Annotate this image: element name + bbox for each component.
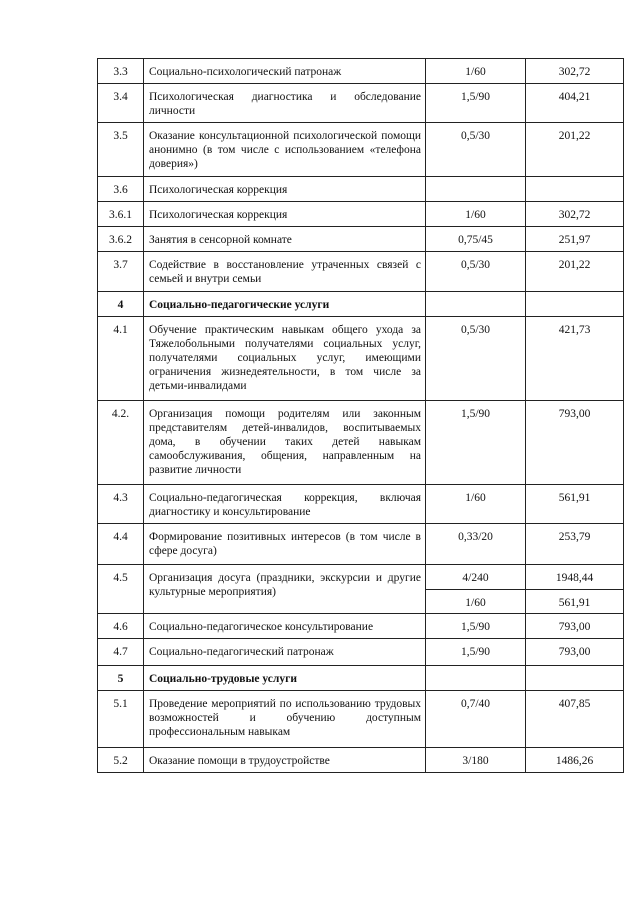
cell-number: 3.6.2: [98, 227, 144, 252]
cell-number: 5.1: [98, 691, 144, 748]
services-table-body: [98, 59, 624, 773]
cell-service-name: Формирование позитивных интересов (в том числе в сфере досуга): [144, 524, 426, 565]
cell-time-norm: 1,5/90: [426, 401, 526, 485]
cell-time-norm: 0,75/45: [426, 227, 526, 252]
table-row: [98, 748, 624, 773]
cell-number: 3.7: [98, 252, 144, 292]
table-row: [98, 317, 624, 401]
cell-price: 561,91: [526, 485, 624, 524]
cell-price: 793,00: [526, 401, 624, 485]
cell-number: 3.4: [98, 84, 144, 123]
cell-price: [526, 666, 624, 691]
table-row: [98, 485, 624, 524]
cell-number: 4.7: [98, 639, 144, 666]
cell-time-norm: 1/60: [426, 59, 526, 84]
cell-price: 1486,26: [526, 748, 624, 773]
cell-number: 3.3: [98, 59, 144, 84]
cell-number: 4.6: [98, 614, 144, 639]
cell-price: 793,00: [526, 614, 624, 639]
cell-service-name: Занятия в сенсорной комнате: [144, 227, 426, 252]
cell-service-name: Организация досуга (праздники, экскурсии и другие культурные мероприятия): [144, 565, 426, 614]
cell-time-norm: 3/180: [426, 748, 526, 773]
cell-service-name: Социально-педагогическое консультирование: [144, 614, 426, 639]
table-row: [98, 123, 624, 177]
cell-number: 3.6: [98, 177, 144, 202]
cell-price: 561,91: [526, 590, 624, 614]
cell-number: 5: [98, 666, 144, 691]
cell-service-name: Психологическая коррекция: [144, 202, 426, 227]
cell-time-norm: 1/60: [426, 485, 526, 524]
cell-service-name: Социально-педагогический патронаж: [144, 639, 426, 666]
cell-price: 302,72: [526, 59, 624, 84]
section-row: [98, 292, 624, 317]
cell-time-norm: 1,5/90: [426, 614, 526, 639]
table-row: [98, 227, 624, 252]
cell-service-name: Проведение мероприятий по использованию трудовых возможностей и обучению доступным профессиональным навыкам: [144, 691, 426, 748]
cell-time-norm: 0,7/40: [426, 691, 526, 748]
table-row: [98, 524, 624, 565]
cell-service-name: Обучение практическим навыкам общего ухода за Тяжелобольными получателями социальных услуг, получателями социальных услуг, имеющими ограничения жизнедеятельности, в том числе за детьми-инвалидами: [144, 317, 426, 401]
cell-price: 407,85: [526, 691, 624, 748]
table-row: [98, 177, 624, 202]
cell-price: 404,21: [526, 84, 624, 123]
cell-price: 201,22: [526, 252, 624, 292]
cell-price: 251,97: [526, 227, 624, 252]
cell-price: 793,00: [526, 639, 624, 666]
cell-service-name: Психологическая коррекция: [144, 177, 426, 202]
cell-price: 302,72: [526, 202, 624, 227]
cell-number: 4.3: [98, 485, 144, 524]
table-row: [98, 59, 624, 84]
cell-time-norm: 0,5/30: [426, 252, 526, 292]
cell-price: 201,22: [526, 123, 624, 177]
table-row: [98, 614, 624, 639]
cell-number: 4.5: [98, 565, 144, 614]
table-row: [98, 401, 624, 485]
cell-time-norm: 1,5/90: [426, 84, 526, 123]
cell-service-name: Оказание консультационной психологической помощи анонимно (в том числе с использованием «телефона доверия»): [144, 123, 426, 177]
cell-time-norm: 0,5/30: [426, 123, 526, 177]
table-row: [98, 565, 624, 590]
services-table: [97, 58, 624, 773]
table-row: [98, 691, 624, 748]
cell-price: [526, 177, 624, 202]
cell-price: 253,79: [526, 524, 624, 565]
cell-service-name: Социально-педагогическая коррекция, включая диагностику и консультирование: [144, 485, 426, 524]
cell-number: 4.2.: [98, 401, 144, 485]
cell-price: 421,73: [526, 317, 624, 401]
table-row: [98, 84, 624, 123]
cell-time-norm: 0,33/20: [426, 524, 526, 565]
table-row: [98, 252, 624, 292]
cell-time-norm: [426, 177, 526, 202]
cell-service-name: Оказание помощи в трудоустройстве: [144, 748, 426, 773]
cell-service-name: Психологическая диагностика и обследование личности: [144, 84, 426, 123]
cell-time-norm: [426, 292, 526, 317]
cell-time-norm: 0,5/30: [426, 317, 526, 401]
cell-number: 3.6.1: [98, 202, 144, 227]
cell-service-name: Содействие в восстановление утраченных связей с семьей и внутри семьи: [144, 252, 426, 292]
cell-price: [526, 292, 624, 317]
cell-time-norm: 4/240: [426, 565, 526, 590]
cell-service-name: Социально-психологический патронаж: [144, 59, 426, 84]
cell-service-name: Социально-педагогические услуги: [144, 292, 426, 317]
cell-time-norm: 1/60: [426, 590, 526, 614]
section-row: [98, 666, 624, 691]
cell-time-norm: [426, 666, 526, 691]
cell-number: 4.1: [98, 317, 144, 401]
table-row: [98, 202, 624, 227]
cell-number: 4: [98, 292, 144, 317]
cell-number: 3.5: [98, 123, 144, 177]
cell-time-norm: 1,5/90: [426, 639, 526, 666]
cell-number: 4.4: [98, 524, 144, 565]
table-row: [98, 639, 624, 666]
cell-service-name: Организация помощи родителям или законным представителям детей-инвалидов, воспитываемых дома, в обучении таких детей навыкам самообслуживания, общения, направленным на развитие личности: [144, 401, 426, 485]
cell-price: 1948,44: [526, 565, 624, 590]
cell-service-name: Социально-трудовые услуги: [144, 666, 426, 691]
cell-time-norm: 1/60: [426, 202, 526, 227]
cell-number: 5.2: [98, 748, 144, 773]
